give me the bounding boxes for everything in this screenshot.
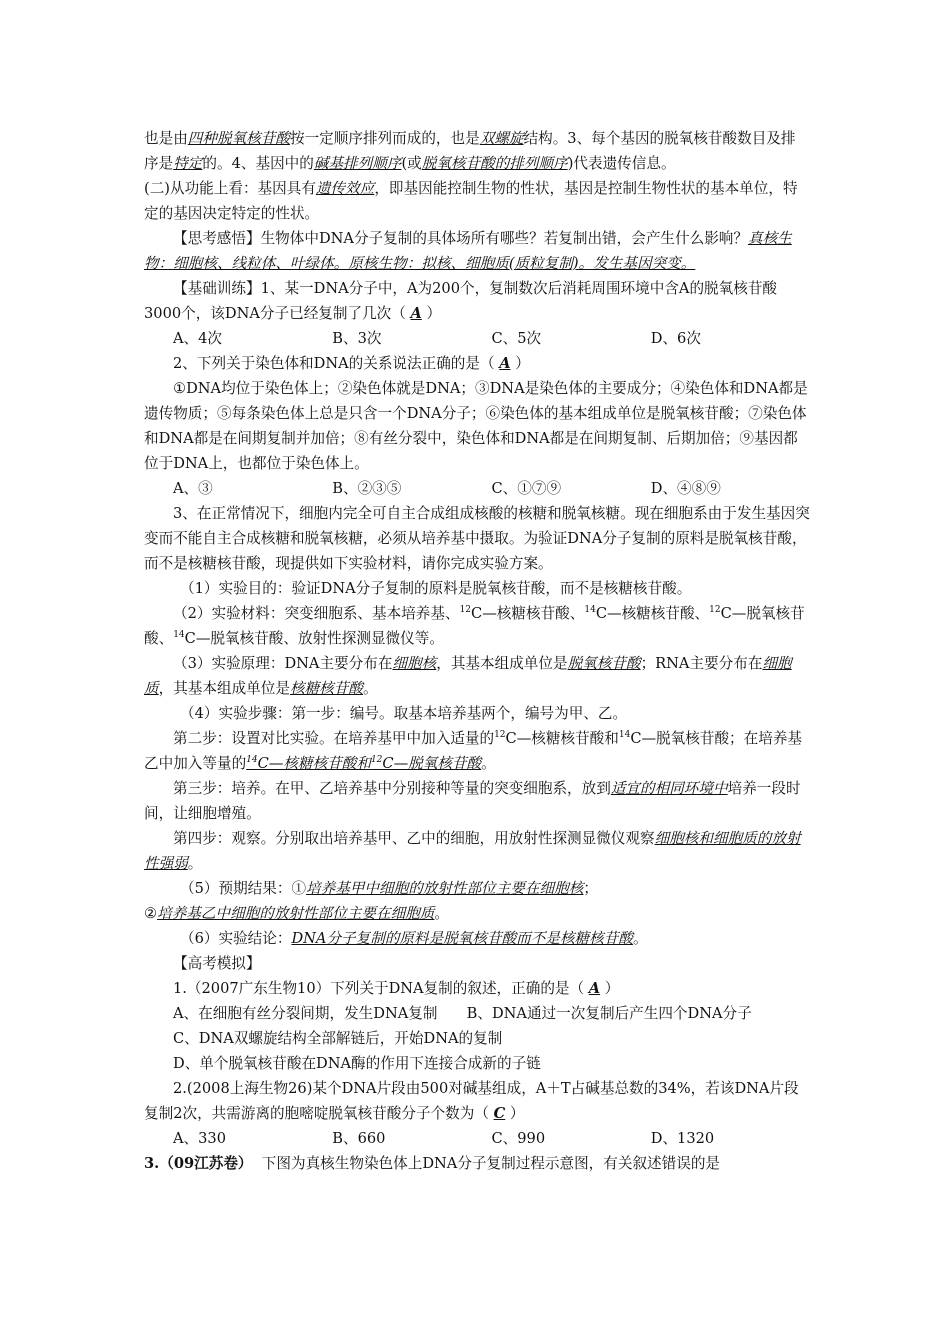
answer-blank: 脱氧核苷酸 — [567, 655, 641, 672]
answer-blank: 细胞质 — [144, 655, 792, 697]
question-basic-2: 2、下列关于染色体和DNA的关系说法正确的是（ A ） — [173, 355, 530, 372]
answer-blank: 培养基乙中细胞的放射性部位主要在细胞质 — [157, 905, 435, 922]
experiment-step-4: 第四步：观察。分别取出培养基甲、乙中的细胞，用放射性探测显微仪观察细胞核和细胞质的放射性强弱。 — [144, 830, 801, 872]
answer-blank: 适宜的相同环境中 — [610, 780, 728, 797]
experiment-principle: （3）实验原理：DNA主要分布在细胞核，其基本组成单位是脱氧核苷酸；RNA主要分布在细胞质，其基本组成单位是核糖核苷酸。 — [144, 655, 792, 697]
option: D、6次 — [650, 330, 701, 347]
options-gaokao-2 — [144, 1126, 810, 1151]
paragraph-reflection: 【思考感悟】生物体中DNA分子复制的具体场所有哪些？若复制出错，会产生什么影响？真核生物：细胞核、线粒体、叶绿体。原核生物：拟核、细胞质(质粒复制)。发生基因突变。 — [144, 230, 792, 272]
option: C、①⑦⑨ — [491, 480, 562, 497]
option: D、④⑧⑨ — [650, 480, 721, 497]
question-gaokao-1-options-ab: A、在细胞有丝分裂间期，发生DNA复制 B、DNA通过一次复制后产生四个DNA分子 — [173, 1005, 752, 1022]
experiment-conclusion: （6）实验结论：DNA分子复制的原料是脱氧核苷酸而不是核糖核苷酸。 — [180, 930, 648, 947]
option: D、1320 — [650, 1130, 715, 1147]
answer-blank: 遗传效应 — [315, 180, 375, 197]
experiment-step-1: （4）实验步骤：第一步：编号。取基本培养基两个，编号为甲、乙。 — [180, 705, 628, 722]
options-basic-2 — [144, 476, 810, 501]
option: B、3次 — [332, 330, 382, 347]
question-basic-1: 【基础训练】1、某一DNA分子中，A为200个，复制数次后消耗周围环境中含A的脱氧核苷酸3000个，该DNA分子已经复制了几次（ A ） — [144, 280, 778, 322]
question-gaokao-1-option-c: C、DNA双螺旋结构全部解链后，开始DNA的复制 — [173, 1030, 503, 1047]
answer-blank: 碱基排列顺序 — [313, 155, 402, 172]
answer-blank: 核糖核苷酸 — [289, 680, 363, 697]
answer-blank: 培养基甲中细胞的放射性部位主要在细胞核 — [306, 880, 584, 897]
answer-letter: A — [588, 980, 601, 997]
options-basic-1 — [144, 326, 810, 351]
experiment-purpose: （1）实验目的：验证DNA分子复制的原料是脱氧核苷酸，而不是核糖核苷酸。 — [180, 580, 692, 597]
answer-blank: 双螺旋 — [479, 130, 524, 147]
question-basic-2-statements: ①DNA均位于染色体上；②染色体就是DNA；③DNA是染色体的主要成分；④染色体和DNA都是遗传物质；⑤每条染色体上总是只含一个DNA分子；⑥染色体的基本组成单位是脱氧核苷酸；⑦染色体和DNA都是在间期复制并加倍；⑧有丝分裂中，染色体和DNA都是在间期复制、后期加倍；⑨基因都位于DNA上，也都位于染色体上。 — [144, 380, 808, 472]
expected-result-2: ②培养基乙中细胞的放射性部位主要在细胞质。 — [144, 905, 449, 922]
experiment-step-2: 第二步：设置对比实验。在培养基甲中加入适量的$^{12}$C—核糖核苷酸和$^{14}$C—脱氧核苷酸；在培养基乙中加入等量的$^{14}$C—核糖核苷酸和$^{12}$C—脱氧核苷酸。 — [144, 730, 803, 772]
answer-blank: 脱氧核苷酸的排列顺序 — [421, 155, 568, 172]
question-gaokao-1-option-d: D、单个脱氧核苷酸在DNA酶的作用下连接合成新的子链 — [173, 1055, 541, 1072]
question-gaokao-3: 3.（09江苏卷） 下图为真核生物染色体上DNA分子复制过程示意图，有关叙述错误的是 — [144, 1155, 721, 1172]
paragraph-gene-function: (二)从功能上看：基因具有遗传效应，即基因能控制生物的性状，基因是控制生物性状的基本单位，特定的基因决定特定的性状。 — [144, 180, 798, 222]
option: C、990 — [491, 1130, 546, 1147]
section-heading-gaokao: 【高考模拟】 — [173, 955, 261, 972]
option: C、5次 — [491, 330, 542, 347]
answer-blank: $^{14}$C—核糖核苷酸和$^{12}$C—脱氧核苷酸 — [246, 755, 482, 772]
document-body — [144, 126, 810, 1176]
option: B、②③⑤ — [332, 480, 402, 497]
answer-blank: 特定 — [173, 155, 203, 172]
answer-blank: DNA分子复制的原料是脱氧核苷酸而不是核糖核苷酸 — [291, 930, 633, 947]
answer-letter: A — [499, 355, 511, 372]
experiment-step-3: 第三步：培养。在甲、乙培养基中分别接种等量的突变细胞系，放到适宜的相同环境中培养一段时间，让细胞增殖。 — [144, 780, 801, 822]
answer-blank: 四种脱氧核苷酸 — [187, 130, 290, 147]
answer-letter: C — [493, 1105, 506, 1122]
question-basic-3: 3、在正常情况下，细胞内完全可自主合成组成核酸的核糖和脱氧核糖。现在细胞系由于发生基因突变而不能自主合成核糖和脱氧核糖，必须从培养基中摄取。为验证DNA分子复制的原料是脱氧核苷酸，而不是核糖核苷酸，现提供如下实验材料，请你完成实验方案。 — [144, 505, 810, 572]
answer-blank: 细胞核和细胞质的放射性强弱 — [144, 830, 801, 872]
option: A、③ — [173, 480, 213, 497]
option: A、4次 — [173, 330, 223, 347]
answer-blank: 真核生物：细胞核、线粒体、叶绿体。原核生物：拟核、细胞质(质粒复制)。发生基因突变。 — [144, 230, 792, 272]
expected-result-1: （5）预期结果：①培养基甲中细胞的放射性部位主要在细胞核； — [180, 880, 598, 897]
option: B、660 — [332, 1130, 386, 1147]
experiment-materials: （2）实验材料：突变细胞系、基本培养基、$^{12}$C—核糖核苷酸、$^{14}$C—核糖核苷酸、$^{12}$C—脱氧核苷酸、$^{14}$C—脱氧核苷酸、放射性探测显微仪等。 — [144, 605, 805, 647]
paragraph-gene-structure: 也是由四种脱氧核苷酸按一定顺序排列而成的，也是双螺旋结构。3、每个基因的脱氧核苷酸数目及排序是特定的。4、基因中的碱基排列顺序(或脱氧核苷酸的排列顺序)代表遗传信息。 — [144, 130, 796, 172]
option: A、330 — [173, 1130, 226, 1147]
answer-blank: 细胞核 — [392, 655, 437, 672]
answer-letter: A — [410, 305, 422, 322]
question-gaokao-2: 2.(2008上海生物26)某个DNA片段由500对碱基组成，A＋T占碱基总数的34%，若该DNA片段复制2次，共需游离的胞嘧啶脱氧核苷酸分子个数为（ C ） — [144, 1080, 799, 1122]
question-gaokao-1: 1.（2007广东生物10）下列关于DNA复制的叙述，正确的是（ A ） — [173, 980, 620, 997]
